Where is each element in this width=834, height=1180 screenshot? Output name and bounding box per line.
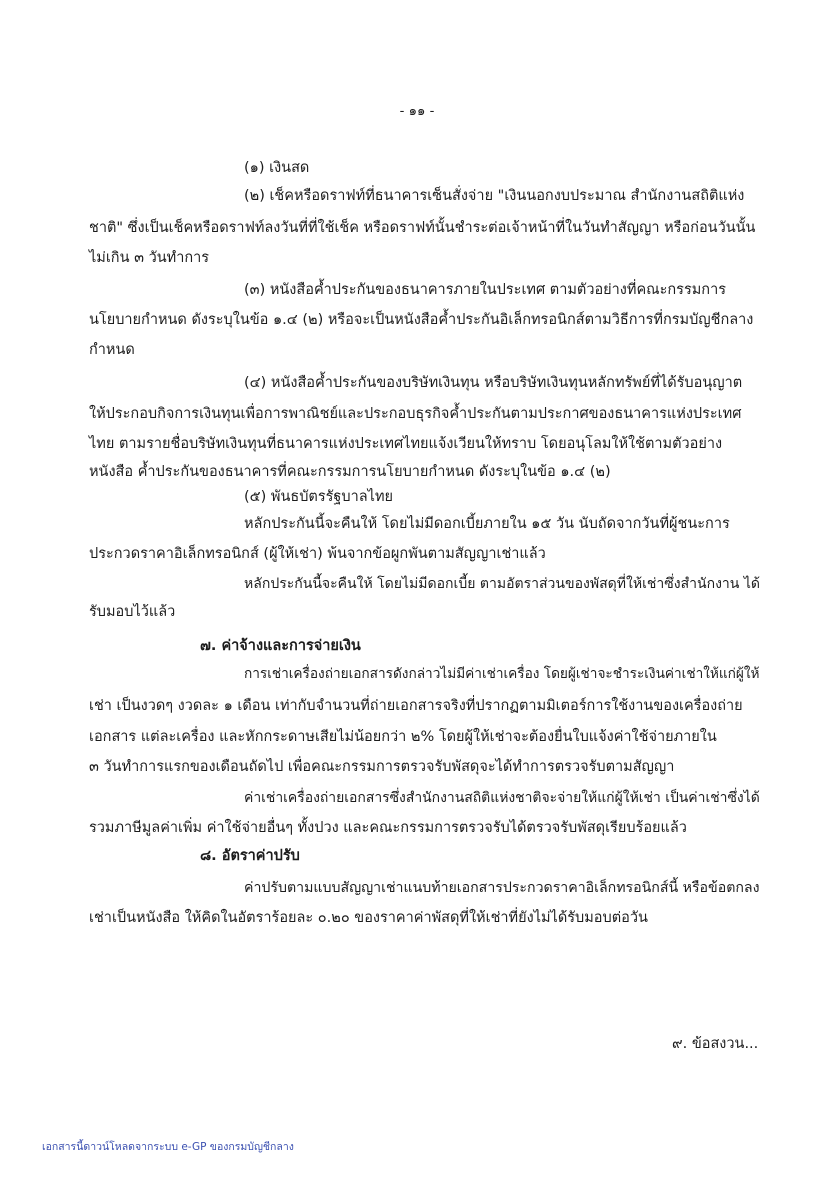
item-3-line-3: กำหนด [89,342,135,358]
continuation-note: ๙. ข้อสงวน... [672,1036,759,1052]
item-2-line-3: ไม่เกิน ๓ วันทำการ [89,250,210,266]
section-7-heading: ๗. ค่าจ้างและการจ่ายเงิน [200,638,361,654]
footer-watermark: เอกสารนี้ดาวน์โหลดจากระบบ e-GP ของกรมบัญชีกลาง [42,1141,294,1153]
item-3-line-2: นโยบายกำหนด ดังระบุในข้อ ๑.๔ (๒) หรือจะเป็นหนังสือค้ำประกันอิเล็กทรอนิกส์ตามวิธีการที่กรมบัญชีกลาง [89,312,754,328]
item-5-bonds: (๕) พันธบัตรรัฐบาลไทย [244,489,393,505]
page-number: - ๑๑ - [399,104,435,119]
return-para-2-line-1: หลักประกันนี้จะคืนให้ โดยไม่มีดอกเบี้ย ตามอัตราส่วนของพัสดุที่ให้เช่าซึ่งสำนักงาน ได้ [244,576,760,592]
item-3-line-1: (๓) หนังสือค้ำประกันของธนาคารภายในประเทศ ตามตัวอย่างที่คณะกรรมการ [244,282,727,298]
section-7-p1-line-1: การเช่าเครื่องถ่ายเอกสารดังกล่าวไม่มีค่าเช่าเครื่อง โดยผู้เช่าจะชำระเงินค่าเช่าให้แก่ผู้ให้ [244,666,760,682]
item-4-line-2: ให้ประกอบกิจการเงินทุนเพื่อการพาณิชย์และประกอบธุรกิจค้ำประกันตามประกาศของธนาคารแห่งประเทศ [89,406,742,422]
item-2-line-1: (๒) เช็คหรือดราฟท์ที่ธนาคารเซ็นสั่งจ่าย "เงินนอกงบประมาณ สำนักงานสถิติแห่ง [244,188,745,204]
section-7-p2-line-2: รวมภาษีมูลค่าเพิ่ม ค่าใช้จ่ายอื่นๆ ทั้งปวง และคณะกรรมการตรวจรับได้ตรวจรับพัสดุเรียบร้อยแล้ว [89,820,687,836]
section-7-p1-line-3: เอกสาร แต่ละเครื่อง และหักกระดาษเสียไม่น้อยกว่า ๒% โดยผู้ให้เช่าจะต้องยื่นใบแจ้งค่าใช้จ่ายภายใน [89,729,717,745]
section-7-p2-line-1: ค่าเช่าเครื่องถ่ายเอกสารซึ่งสำนักงานสถิติแห่งชาติจะจ่ายให้แก่ผู้ให้เช่า เป็นค่าเช่าซึ่งได้ [244,790,760,806]
return-para-1-line-2: ประกวดราคาอิเล็กทรอนิกส์ (ผู้ให้เช่า) พ้นจากข้อผูกพันตามสัญญาเช่าแล้ว [89,546,546,562]
item-4-line-4: หนังสือ ค้ำประกันของธนาคารที่คณะกรรมการนโยบายกำหนด ดังระบุในข้อ ๑.๔ (๒) [89,464,611,480]
return-para-1-line-1: หลักประกันนี้จะคืนให้ โดยไม่มีดอกเบี้ยภายใน ๑๕ วัน นับถัดจากวันที่ผู้ชนะการ [244,516,730,532]
section-7-p1-line-4: ๓ วันทำการแรกของเดือนถัดไป เพื่อคณะกรรมการตรวจรับพัสดุจะได้ทำการตรวจรับตามสัญญา [89,759,675,775]
item-2-line-2: ชาติ" ซึ่งเป็นเช็คหรือดราฟท์ลงวันที่ที่ใช้เช็ค หรือดราฟท์นั้นชำระต่อเจ้าหน้าที่ในวันทำสัญญา หรือก่อนวันนั้น [89,220,756,236]
item-4-line-3: ไทย ตามรายชื่อบริษัทเงินทุนที่ธนาคารแห่งประเทศไทยแจ้งเวียนให้ทราบ โดยอนุโลมให้ใช้ตามตัวอย่าง [89,436,723,452]
return-para-2-line-2: รับมอบไว้แล้ว [89,604,176,620]
section-8-p1-line-1: ค่าปรับตามแบบสัญญาเช่าแนบท้ายเอกสารประกวดราคาอิเล็กทรอนิกส์นี้ หรือข้อตกลง [244,880,760,896]
section-8-p1-line-2: เช่าเป็นหนังสือ ให้คิดในอัตราร้อยละ ๐.๒๐ ของราคาค่าพัสดุที่ให้เช่าที่ยังไม่ได้รับมอบต่อวัน [89,910,648,926]
item-1-cash: (๑) เงินสด [244,160,310,176]
item-4-line-1: (๔) หนังสือค้ำประกันของบริษัทเงินทุน หรือบริษัทเงินทุนหลักทรัพย์ที่ได้รับอนุญาต [244,375,743,391]
section-7-p1-line-2: เช่า เป็นงวดๆ งวดละ ๑ เดือน เท่ากับจำนวนที่ถ่ายเอกสารจริงที่ปรากฏตามมิเตอร์การใช้งานของเครื่องถ่าย [89,698,743,714]
section-8-heading: ๘. อัตราค่าปรับ [200,848,300,864]
